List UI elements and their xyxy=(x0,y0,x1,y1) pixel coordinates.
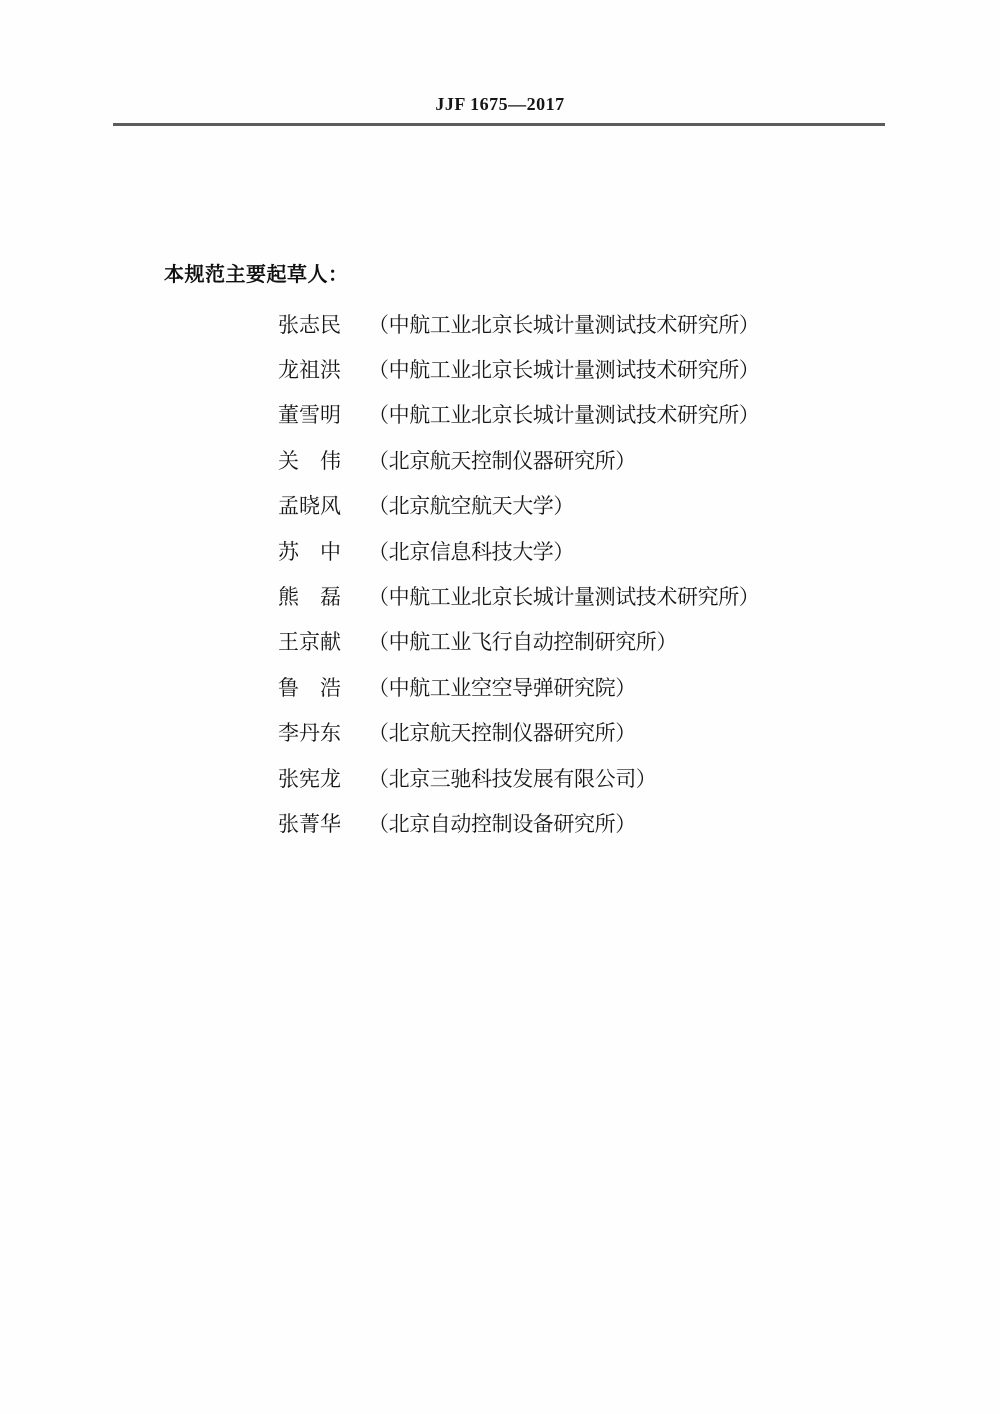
drafter-name: 孟晓风 xyxy=(278,494,341,519)
drafter-affiliation: （北京自动控制设备研究所） xyxy=(368,811,636,836)
drafter-row xyxy=(164,528,864,573)
drafter-row xyxy=(164,392,864,437)
drafter-name: 苏 中 xyxy=(278,539,341,564)
drafter-name: 张菁华 xyxy=(278,811,341,836)
doc-number: JJF 1675—2017 xyxy=(435,94,565,114)
drafter-row xyxy=(164,619,864,664)
drafter-name: 鲁 浩 xyxy=(278,675,341,700)
drafter-affiliation: （北京航空航天大学） xyxy=(368,494,574,519)
drafter-affiliation: （中航工业飞行自动控制研究所） xyxy=(368,630,677,655)
drafter-affiliation: （中航工业北京长城计量测试技术研究所） xyxy=(368,312,760,337)
drafter-affiliation: （北京三驰科技发展有限公司） xyxy=(368,766,657,791)
drafter-row xyxy=(164,664,864,709)
drafters-list xyxy=(164,301,864,846)
drafter-row xyxy=(164,437,864,482)
drafter-row xyxy=(164,301,864,346)
drafter-row xyxy=(164,755,864,800)
drafter-row xyxy=(164,346,864,391)
drafter-affiliation: （中航工业北京长城计量测试技术研究所） xyxy=(368,585,760,610)
doc-header xyxy=(0,93,1000,115)
section-heading: 本规范主要起草人： xyxy=(164,264,349,286)
drafter-affiliation: （北京信息科技大学） xyxy=(368,539,574,564)
drafter-name: 董雪明 xyxy=(278,403,341,428)
drafter-name: 张志民 xyxy=(278,312,341,337)
drafter-row xyxy=(164,483,864,528)
drafter-name: 关 伟 xyxy=(278,448,341,473)
drafter-row xyxy=(164,800,864,845)
header-rule xyxy=(113,123,885,126)
drafter-affiliation: （北京航天控制仪器研究所） xyxy=(368,448,636,473)
drafter-affiliation: （中航工业北京长城计量测试技术研究所） xyxy=(368,403,760,428)
drafter-name: 熊 磊 xyxy=(278,585,341,610)
drafter-name: 李丹东 xyxy=(278,721,341,746)
drafter-name: 张宪龙 xyxy=(278,766,341,791)
drafter-affiliation: （北京航天控制仪器研究所） xyxy=(368,721,636,746)
drafter-affiliation: （中航工业空空导弹研究院） xyxy=(368,675,636,700)
drafter-name: 王京献 xyxy=(278,630,341,655)
drafters-section xyxy=(164,260,864,846)
drafter-name: 龙祖洪 xyxy=(278,358,341,383)
drafter-row xyxy=(164,573,864,618)
drafter-affiliation: （中航工业北京长城计量测试技术研究所） xyxy=(368,358,760,383)
drafter-row xyxy=(164,710,864,755)
